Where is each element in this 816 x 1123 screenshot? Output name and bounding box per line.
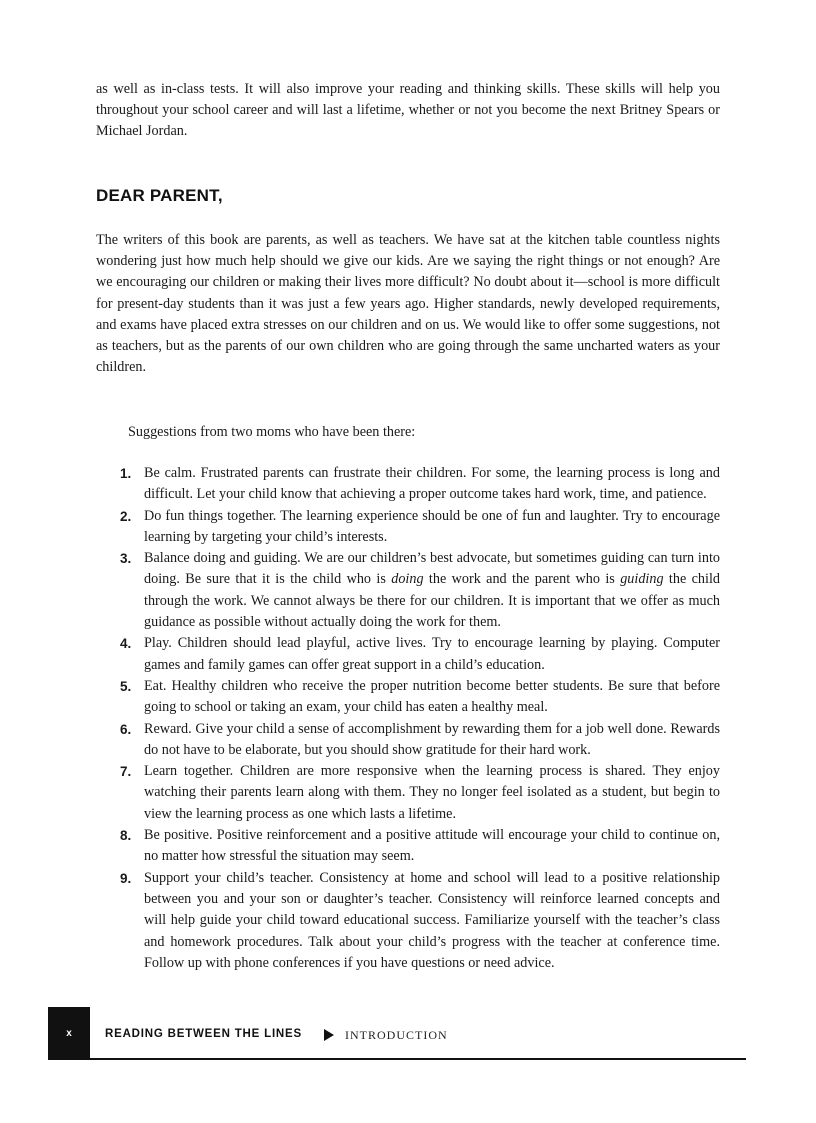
suggestions-list (96, 463, 720, 974)
list-item-text: Play. Children should lead playful, active lives. Try to encourage learning by playing. Computer games and family games can offer great support in a child’s education. (144, 635, 720, 673)
list-item (96, 719, 720, 762)
list-item (96, 463, 720, 506)
list-item-number: 2. (120, 508, 132, 524)
list-item-text: Eat. Healthy children who receive the proper nutrition become better students. Be sure that before going to school or taking an exam, your child has eaten a healthy meal. (144, 677, 720, 716)
list-item-number: 5. (120, 678, 132, 694)
intro-paragraph: as well as in-class tests. It will also improve your reading and thinking skills. These skills will help you throughout your school career and will last a lifetime, whether or not you become the next Britney Spears or Michael Jordan. (96, 81, 720, 140)
list-item (96, 825, 720, 868)
suggestions-lead: Suggestions from two moms who have been there: (128, 424, 416, 440)
list-item-number: 1. (120, 466, 132, 481)
list-item (96, 633, 720, 676)
list-item-text: Learn together. Children are more responsive when the learning process is shared. They enjoy watching their parents learn along with them. They no longer feel isolated as a student, but begin to view the learning process as one which lasts a lifetime. (144, 763, 720, 822)
list-item-number: 8. (120, 828, 132, 844)
list-item (96, 868, 720, 974)
page-number: x (66, 1028, 72, 1039)
list-item (96, 506, 720, 549)
footer-rule (90, 1058, 746, 1060)
list-item-number: 6. (120, 721, 132, 737)
emphasis-guiding: guiding (620, 571, 664, 588)
list-item-text-part: the child through the work. We cannot always be there for our children. It is important that we offer as much guidance as possible without actually doing the work for them. (144, 571, 720, 631)
list-item (96, 548, 720, 633)
list-item-text: Support your child’s teacher. Consistency at home and school will lead to a positive relationship between you and your son or daughter’s teacher. Consistency will reinforce learned concepts and will help guide your child toward educational success. Familiarize yourself with the teacher’s class and homework procedures. Talk about your child’s progress with the teacher at conference time. Follow up with phone conferences if you have questions or need advice. (144, 869, 720, 971)
section-heading-dear-parent: DEAR PARENT, (96, 186, 223, 205)
running-head-book-title: READING BETWEEN THE LINES (105, 1028, 302, 1040)
list-item-text: Reward. Give your child a sense of accomplishment by rewarding them for a job well done. Rewards do not have to be elaborate, but you should show gratitude for their hard work. (144, 720, 720, 758)
list-item-number: 7. (120, 764, 132, 780)
list-item-number: 9. (120, 870, 132, 886)
page-footer (48, 1007, 746, 1060)
dear-parent-paragraph: The writers of this book are parents, as well as teachers. We have sat at the kitchen table countless nights wondering just how much help should we give our kids. Are we saying the right things or not enough? Are we encouraging our children or making their lives more difficult? No doubt about it—school is more difficult for present-day students than it was just a few years ago. Higher standards, newly developed requirements, and exams have placed extra stresses on our children and on us. We would like to offer some suggestions, not as teachers, but as the parents of our own children who are going through the same uncharted waters as your children. (96, 232, 720, 376)
list-item-number: 4. (120, 636, 132, 652)
list-item-text-part: Balance doing and guiding. We are our children’s best advocate, but sometimes guiding can turn into doing. Be sure that it is the child who is (144, 550, 720, 588)
emphasis-doing: doing (391, 571, 424, 588)
list-item-text (144, 548, 720, 633)
list-item-number: 3. (120, 551, 132, 567)
list-item-text-part: the work and the parent who is (423, 571, 621, 588)
list-item-text: Be calm. Frustrated parents can frustrate their children. For some, the learning process is long and difficult. Let your child know that achieving a proper outcome takes hard work, time, and patience. (144, 465, 720, 503)
list-item (96, 676, 720, 719)
list-item-text: Be positive. Positive reinforcement and a positive attitude will encourage your child to continue on, no matter how stressful the situation may seem. (144, 827, 720, 865)
list-item-text: Do fun things together. The learning experience should be one of fun and laughter. Try to encourage learning by targeting your child’s interests. (144, 507, 720, 545)
list-item (96, 761, 720, 825)
page-number-box (48, 1007, 90, 1060)
right-triangle-icon (324, 1029, 334, 1041)
running-head-section: INTRODUCTION (345, 1028, 448, 1042)
